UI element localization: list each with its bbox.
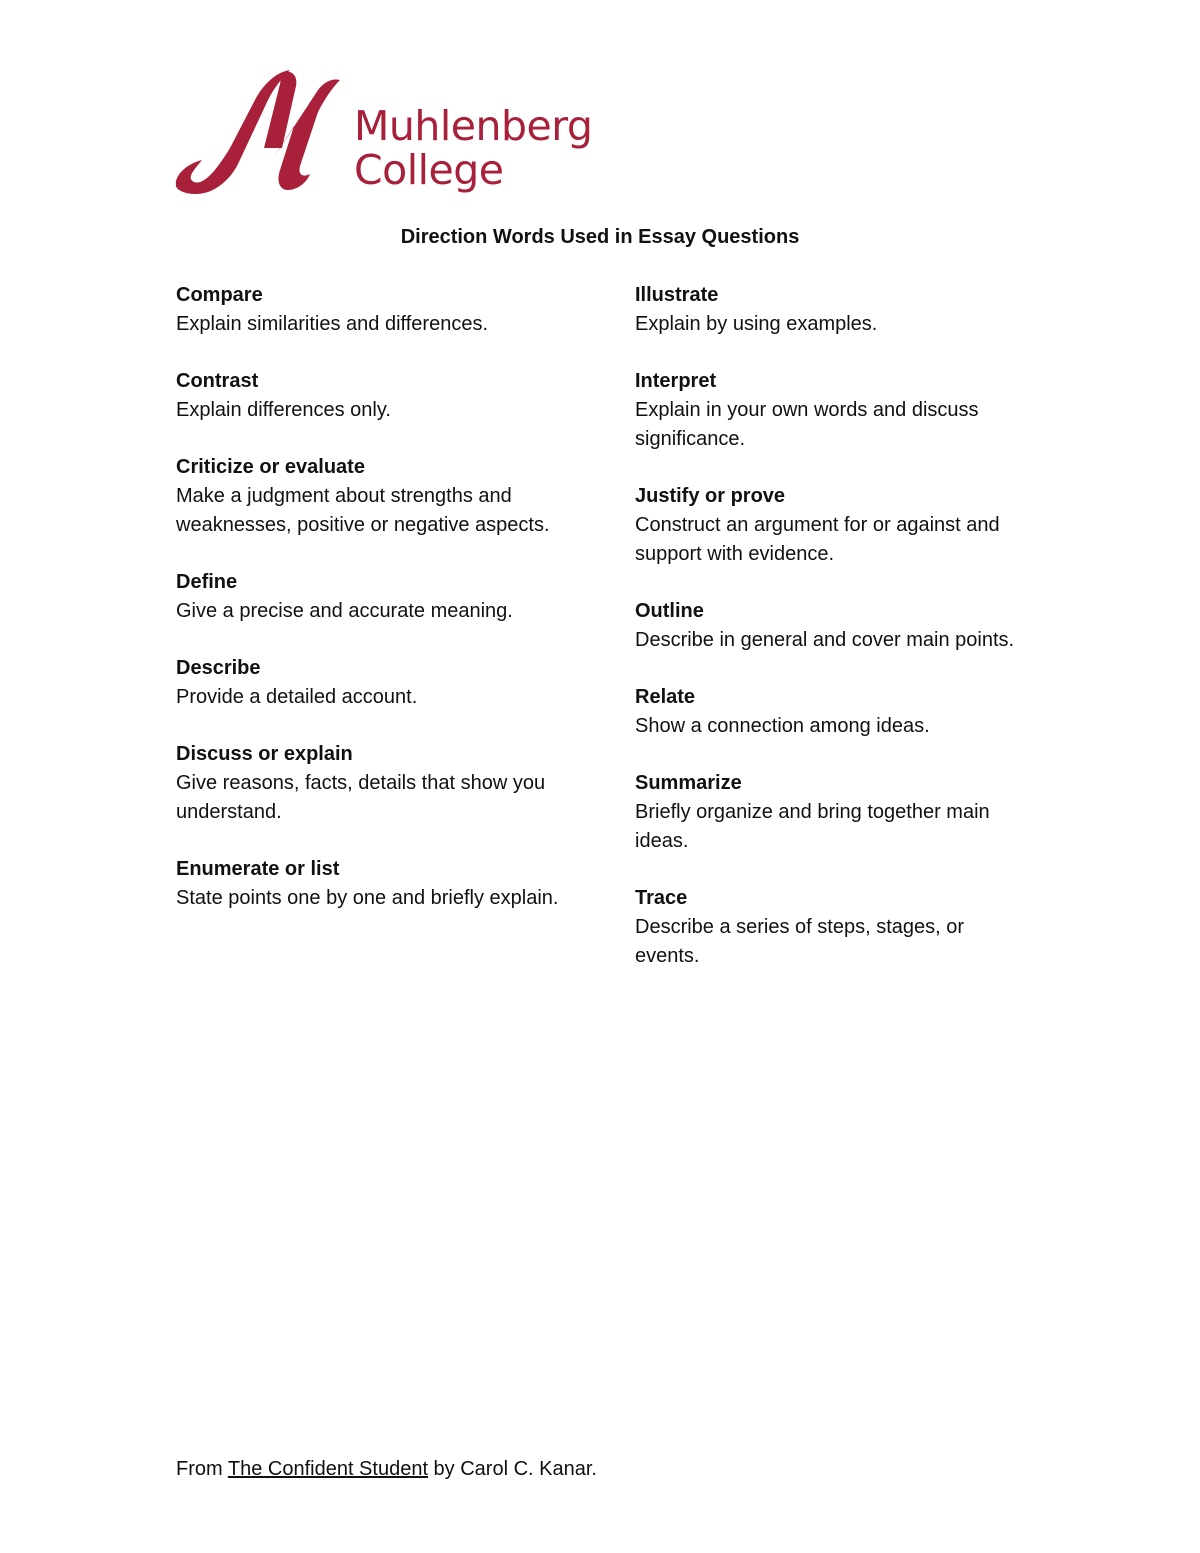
term-word: Discuss or explain bbox=[176, 743, 353, 765]
term-definition: Construct an argument for or against and support with evidence. bbox=[635, 514, 1000, 565]
term-word: Contrast bbox=[176, 370, 259, 392]
term-definition: Explain differences only. bbox=[176, 399, 391, 421]
wordmark-line2: College bbox=[354, 146, 504, 194]
term-definition: Explain similarities and differences. bbox=[176, 313, 489, 335]
term-item bbox=[176, 453, 566, 540]
term-word: Enumerate or list bbox=[176, 858, 340, 880]
citation-suffix: by Carol C. Kanar. bbox=[428, 1458, 597, 1480]
term-item bbox=[176, 281, 566, 339]
wordmark-line1: Muhlenberg bbox=[354, 102, 593, 150]
term-item bbox=[176, 367, 566, 425]
term-word: Relate bbox=[635, 686, 696, 708]
term-item bbox=[635, 769, 1025, 856]
term-definition: Give reasons, facts, details that show you understand. bbox=[176, 772, 546, 823]
term-definition: State points one by one and briefly explain. bbox=[176, 887, 559, 909]
term-item bbox=[176, 568, 566, 626]
term-item bbox=[635, 367, 1025, 454]
page-title: Direction Words Used in Essay Questions bbox=[400, 226, 800, 248]
term-word: Trace bbox=[635, 887, 688, 909]
term-definition: Explain in your own words and discuss significance. bbox=[635, 399, 979, 450]
book-title: The Confident Student bbox=[227, 1458, 428, 1480]
term-item bbox=[635, 683, 1025, 741]
term-word: Compare bbox=[176, 284, 263, 306]
term-word: Illustrate bbox=[635, 284, 719, 306]
term-definition: Describe a series of steps, stages, or events. bbox=[635, 916, 965, 967]
right-term-column bbox=[635, 281, 1025, 999]
term-definition: Explain by using examples. bbox=[635, 313, 878, 335]
term-word: Outline bbox=[635, 600, 704, 622]
term-word: Define bbox=[176, 571, 238, 593]
term-word: Criticize or evaluate bbox=[176, 456, 365, 478]
term-definition: Briefly organize and bring together main ideas. bbox=[635, 801, 990, 852]
term-definition: Show a connection among ideas. bbox=[635, 715, 930, 737]
source-citation bbox=[176, 1456, 597, 1482]
term-item bbox=[176, 855, 566, 913]
term-item bbox=[635, 597, 1025, 655]
muhlenberg-m-icon bbox=[172, 68, 342, 198]
term-definition: Describe in general and cover main points. bbox=[635, 629, 1015, 651]
left-term-column bbox=[176, 281, 566, 941]
term-item bbox=[635, 884, 1025, 971]
term-item bbox=[635, 281, 1025, 339]
term-definition: Make a judgment about strengths and weaknesses, positive or negative aspects. bbox=[176, 485, 550, 536]
term-item bbox=[635, 482, 1025, 569]
college-logo bbox=[172, 68, 612, 198]
term-definition: Give a precise and accurate meaning. bbox=[176, 600, 513, 622]
citation-prefix: From bbox=[176, 1458, 228, 1480]
term-word: Interpret bbox=[635, 370, 717, 392]
term-definition: Provide a detailed account. bbox=[176, 686, 418, 708]
term-word: Justify or prove bbox=[635, 485, 786, 507]
college-wordmark bbox=[354, 104, 592, 192]
term-item bbox=[176, 740, 566, 827]
term-item bbox=[176, 654, 566, 712]
term-word: Summarize bbox=[635, 772, 742, 794]
term-word: Describe bbox=[176, 657, 261, 679]
